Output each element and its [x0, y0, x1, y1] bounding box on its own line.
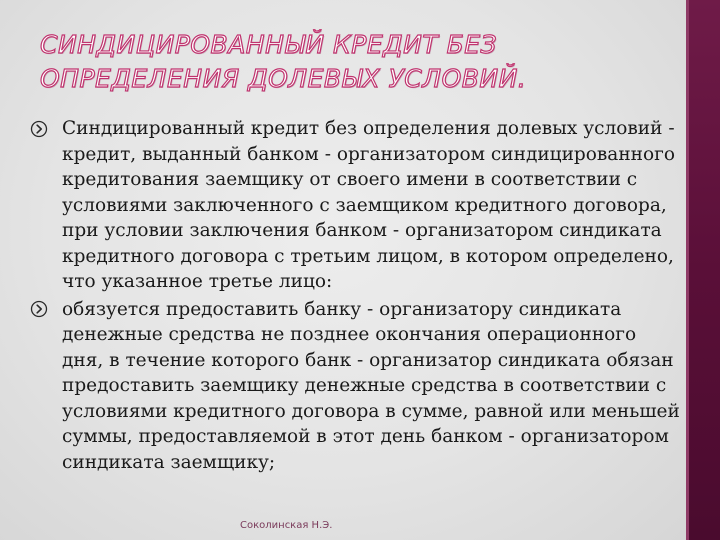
- decorative-side-bar: [686, 0, 720, 540]
- circle-arrow-icon: [30, 116, 62, 141]
- bullet-item-2: [30, 297, 680, 476]
- circle-arrow-icon: [30, 297, 62, 322]
- slide-title: СИНДИЦИРОВАННЫЙ КРЕДИТ БЕЗ ОПРЕДЕЛЕНИЯ ДОЛЕВЫХ УСЛОВИЙ.: [40, 30, 527, 93]
- footer-author: Соколинская Н.Э.: [240, 520, 333, 531]
- bullet-text: Синдицированный кредит без определения долевых условий - кредит, выданный банком - организатором синдицированного кредитования заемщику от своего имени в соответствии с условиями заключенного с заемщиком кредитного договора, при условии заключения банком - организатором синдиката кредитного договора с третьим лицом, в котором определено, что указанное третье лицо:: [62, 118, 675, 292]
- bullet-text: обязуется предоставить банку - организатору синдиката денежные средства не позднее окончания операционного дня, в течение которого банк - организатор синдиката обязан предоставить заемщику денежные средства в соответствии с условиями кредитного договора в сумме, равной или меньшей суммы, предоставляемой в этот день банком - организатором синдиката заемщику;: [62, 298, 680, 473]
- bullet-list: [30, 116, 680, 477]
- bullet-item-1: [30, 116, 680, 295]
